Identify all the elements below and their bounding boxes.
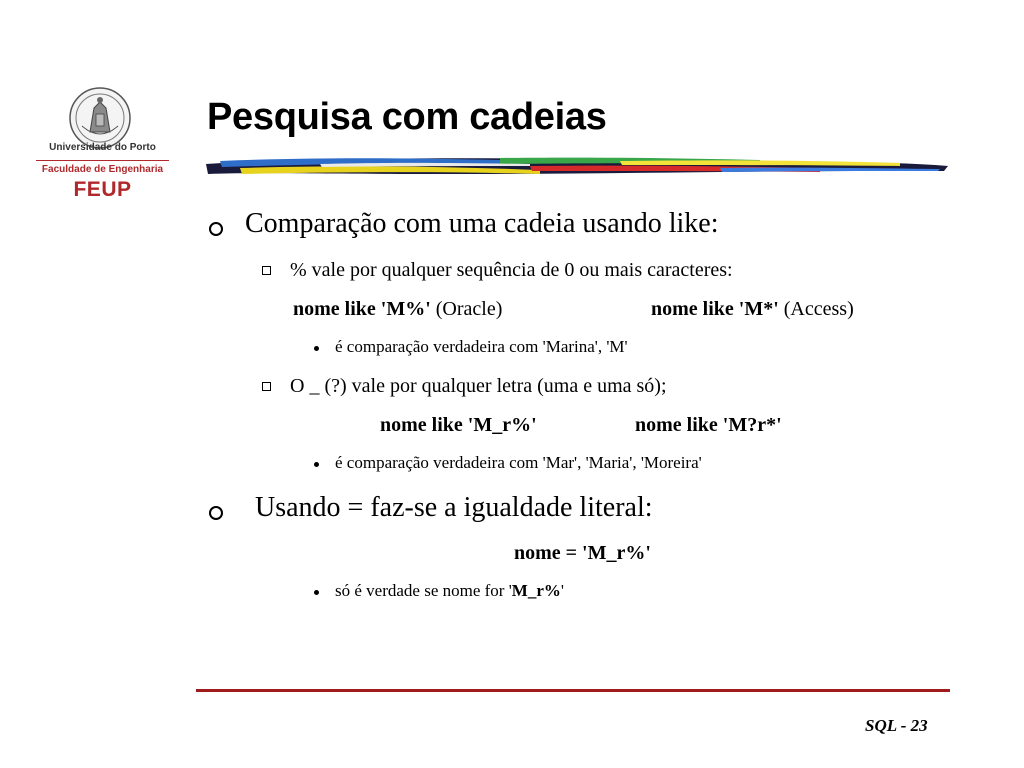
bullet-equality: Usando = faz-se a igualdade literal: <box>255 492 653 523</box>
slide-title: Pesquisa com cadeias <box>207 96 607 138</box>
code-like-underscore-expr: nome like 'M_r%' <box>380 414 537 436</box>
dot-bullet-icon <box>314 590 319 595</box>
code-access-label: (Access) <box>778 298 854 320</box>
university-name: Universidade do Porto <box>49 142 156 153</box>
square-bullet-icon <box>262 382 271 391</box>
square-bullet-icon <box>262 266 271 275</box>
bullet-comparison: Comparação com uma cadeia usando like: <box>245 208 719 239</box>
note-literal-value: M_r% <box>511 581 561 600</box>
slide-number: SQL - 23 <box>865 716 928 735</box>
code-oracle-label: (Oracle) <box>430 298 503 320</box>
code-like-question <box>635 414 782 437</box>
sub-bullet-percent: % vale por qualquer sequência de 0 ou mais caracteres: <box>290 259 733 281</box>
hollow-circle-bullet-icon <box>209 222 223 236</box>
code-access <box>651 298 854 321</box>
note-literal-suffix: ' <box>560 581 564 600</box>
code-equals <box>514 542 651 565</box>
code-oracle-expr: nome like 'M%' <box>293 298 431 320</box>
faculty-acronym: FEUP <box>73 178 132 201</box>
code-like-underscore <box>380 414 537 437</box>
faculty-name: Faculdade de Engenharia <box>41 164 164 175</box>
feup-logo <box>30 80 175 210</box>
note-literal-prefix: só é verdade se nome for ' <box>335 581 512 600</box>
sub-bullet-underscore: O _ (?) vale por qualquer letra (uma e uma só); <box>290 375 667 397</box>
code-access-expr: nome like 'M*' <box>651 298 779 320</box>
dot-bullet-icon <box>314 346 319 351</box>
dot-bullet-icon <box>314 462 319 467</box>
code-equals-expr: nome = 'M_r%' <box>514 542 651 564</box>
code-oracle <box>293 298 502 321</box>
code-like-question-expr: nome like 'M?r*' <box>635 414 782 436</box>
footer-divider <box>196 689 950 692</box>
note-literal <box>335 581 564 601</box>
title-underline-brush <box>200 148 950 184</box>
note-marina: é comparação verdadeira com 'Marina', 'M' <box>335 337 628 356</box>
logo-divider <box>36 160 169 161</box>
hollow-circle-bullet-icon <box>209 506 223 520</box>
university-seal-icon <box>68 86 132 150</box>
note-mar-maria: é comparação verdadeira com 'Mar', 'Maria', 'Moreira' <box>335 453 702 472</box>
